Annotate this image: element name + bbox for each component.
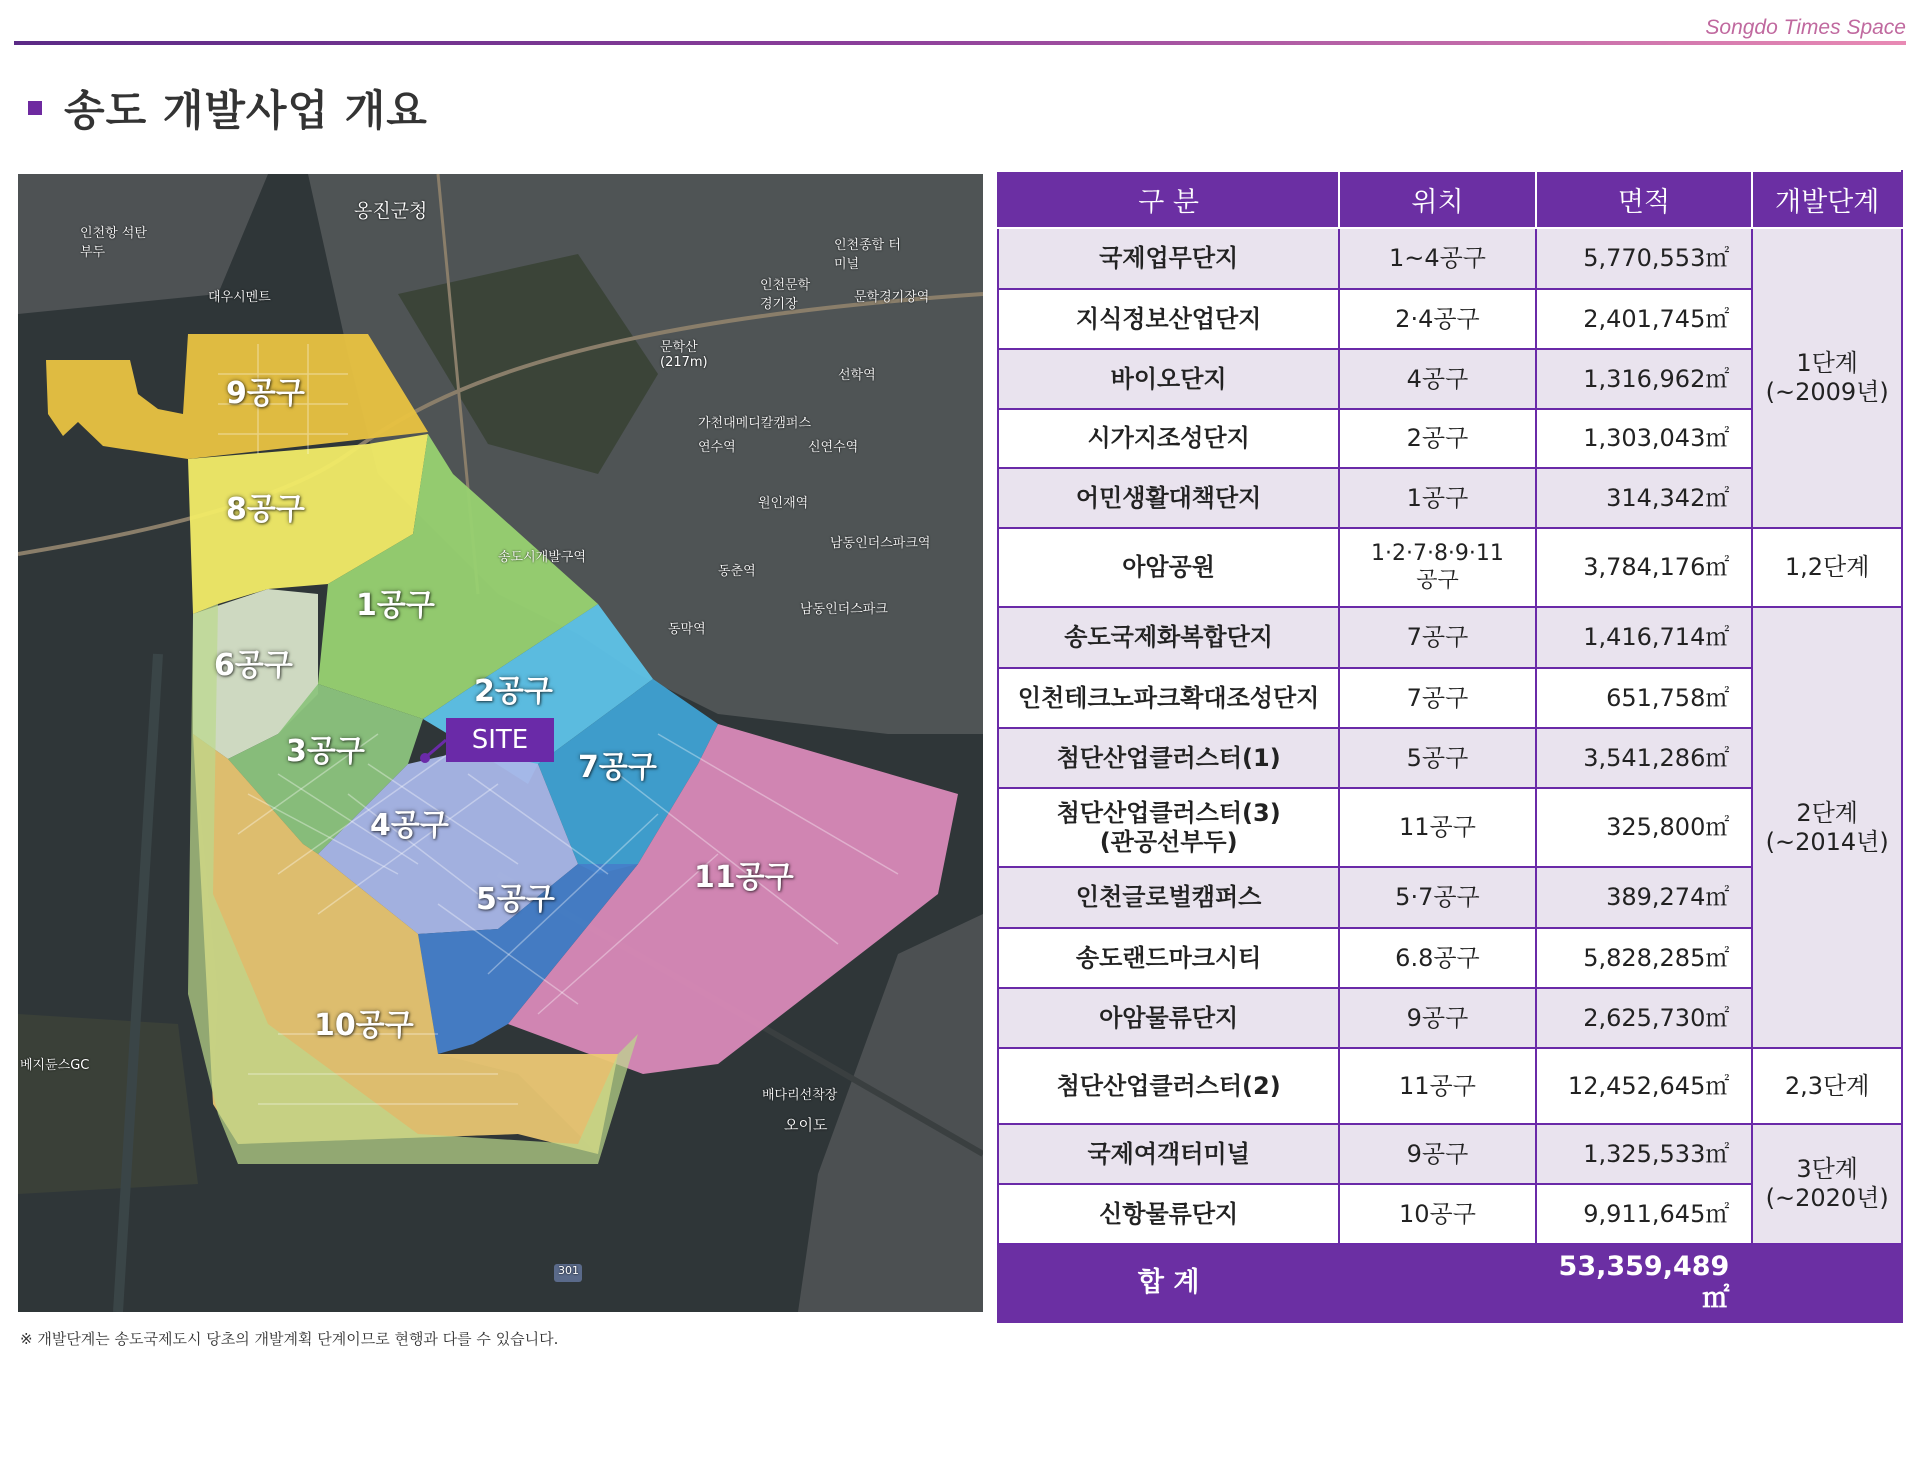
row-location: 5·7공구	[1339, 867, 1535, 928]
row-name: 국제업무단지	[998, 228, 1339, 289]
zone-label: 3공구	[286, 734, 365, 769]
row-name: 시가지조성단지	[998, 409, 1339, 468]
road-badge: 301	[558, 1264, 579, 1277]
place-label: 문학산 (217m)	[660, 340, 708, 370]
footnote: ※ 개발단계는 송도국제도시 당초의 개발계획 단계이므로 현행과 다를 수 있습니다.	[20, 1330, 559, 1348]
table-header-row	[998, 171, 1902, 228]
total-area: 53,359,489㎡	[1536, 1244, 1753, 1322]
row-location: 6.8공구	[1339, 928, 1535, 988]
row-name: 송도랜드마크시티	[998, 928, 1339, 988]
total-label: 합 계	[998, 1244, 1339, 1322]
row-location: 2공구	[1339, 409, 1535, 468]
row-name: 바이오단지	[998, 349, 1339, 409]
place-label: 가천대메디칼캠퍼스	[698, 416, 812, 431]
place-label: 남동인더스파크역	[830, 536, 931, 551]
row-name: 첨단산업클러스터(3) (관공선부두)	[998, 788, 1339, 867]
total-location-empty	[1339, 1244, 1535, 1322]
row-location: 2·4공구	[1339, 289, 1535, 349]
col-header-location: 위치	[1339, 171, 1535, 228]
row-area: 314,342㎡	[1536, 468, 1753, 528]
row-area: 2,625,730㎡	[1536, 988, 1753, 1048]
row-name: 송도국제화복합단지	[998, 607, 1339, 668]
place-label: 베지듄스GC	[20, 1058, 90, 1073]
row-area: 1,325,533㎡	[1536, 1124, 1753, 1184]
place-label: 오이도	[784, 1116, 828, 1134]
row-name: 어민생활대책단지	[998, 468, 1339, 528]
row-stage: 2,3단계	[1752, 1048, 1902, 1124]
page-title: 송도 개발사업 개요	[64, 86, 428, 135]
row-stage: 2단계 (~2014년)	[1752, 607, 1902, 1048]
row-area: 3,541,286㎡	[1536, 728, 1753, 788]
table-row	[998, 528, 1902, 607]
row-area: 3,784,176㎡	[1536, 528, 1753, 607]
zone-label: 5공구	[476, 882, 555, 917]
row-name: 첨단산업클러스터(1)	[998, 728, 1339, 788]
row-name: 인천테크노파크확대조성단지	[998, 668, 1339, 728]
place-label: 인천문학 경기장	[760, 278, 811, 312]
table-total-row	[998, 1244, 1902, 1322]
table-row	[998, 228, 1902, 289]
table-row	[998, 1124, 1902, 1184]
zone-label: 4공구	[370, 808, 449, 843]
table-row	[998, 1048, 1902, 1124]
row-area: 1,303,043㎡	[1536, 409, 1753, 468]
row-location: 9공구	[1339, 1124, 1535, 1184]
place-label: 동막역	[668, 622, 706, 637]
row-area: 5,828,285㎡	[1536, 928, 1753, 988]
row-area: 2,401,745㎡	[1536, 289, 1753, 349]
row-name: 국제여객터미널	[998, 1124, 1339, 1184]
place-label: 원인재역	[758, 496, 809, 511]
site-badge: SITE	[446, 718, 554, 762]
place-label: 대우시멘트	[208, 290, 271, 305]
row-location: 1·2·7·8·9·11 공구	[1339, 528, 1535, 607]
row-location: 4공구	[1339, 349, 1535, 409]
row-area: 325,800㎡	[1536, 788, 1753, 867]
row-area: 651,758㎡	[1536, 668, 1753, 728]
row-name: 아암공원	[998, 528, 1339, 607]
row-stage: 1,2단계	[1752, 528, 1902, 607]
row-location: 9공구	[1339, 988, 1535, 1048]
place-label: 남동인더스파크	[800, 602, 888, 617]
row-location: 1공구	[1339, 468, 1535, 528]
title-row	[28, 78, 428, 138]
row-location: 7공구	[1339, 668, 1535, 728]
place-label: 인천종합 터미널	[834, 238, 901, 272]
zone-label: 1공구	[356, 588, 435, 623]
row-area: 1,316,962㎡	[1536, 349, 1753, 409]
title-bullet-icon	[28, 101, 42, 115]
row-location: 10공구	[1339, 1184, 1535, 1244]
place-label: 옹진군청	[354, 200, 428, 222]
place-label: 선학역	[838, 368, 876, 383]
zone-label: 8공구	[226, 492, 305, 527]
zone-label: 7공구	[578, 750, 657, 785]
place-label: 신연수역	[808, 440, 859, 455]
place-label: 동춘역	[718, 564, 756, 579]
total-stage-empty	[1752, 1244, 1902, 1322]
row-name: 지식정보산업단지	[998, 289, 1339, 349]
table-row	[998, 607, 1902, 668]
row-name: 첨단산업클러스터(2)	[998, 1048, 1339, 1124]
row-area: 12,452,645㎡	[1536, 1048, 1753, 1124]
row-name: 신항물류단지	[998, 1184, 1339, 1244]
place-label: 배다리선착장	[762, 1088, 838, 1103]
zone-label: 10공구	[314, 1008, 414, 1043]
row-area: 5,770,553㎡	[1536, 228, 1753, 289]
row-location: 11공구	[1339, 788, 1535, 867]
row-area: 389,274㎡	[1536, 867, 1753, 928]
zone-label: 9공구	[226, 376, 305, 411]
row-name: 아암물류단지	[998, 988, 1339, 1048]
row-location: 5공구	[1339, 728, 1535, 788]
place-label: 송도시개발구역	[498, 550, 586, 565]
place-label: 인천항 석탄부두	[80, 226, 147, 260]
col-header-area: 면적	[1536, 171, 1753, 228]
zone-label: 2공구	[474, 674, 553, 709]
zone-label: 11공구	[694, 860, 794, 895]
place-label: 연수역	[698, 440, 736, 455]
place-label: 문학경기장역	[854, 290, 930, 305]
zone-label: 6공구	[214, 648, 293, 683]
row-name: 인천글로벌캠퍼스	[998, 867, 1339, 928]
row-stage: 3단계 (~2020년)	[1752, 1124, 1902, 1244]
row-stage: 1단계 (~2009년)	[1752, 228, 1902, 528]
brand-text: Songdo Times Space	[1705, 16, 1906, 39]
row-area: 1,416,714㎡	[1536, 607, 1753, 668]
header-divider	[14, 41, 1906, 45]
row-location: 7공구	[1339, 607, 1535, 668]
development-table	[997, 170, 1903, 1323]
row-location: 11공구	[1339, 1048, 1535, 1124]
col-header-stage: 개발단계	[1752, 171, 1902, 228]
row-area: 9,911,645㎡	[1536, 1184, 1753, 1244]
development-map	[18, 174, 983, 1312]
row-location: 1~4공구	[1339, 228, 1535, 289]
col-header-category: 구 분	[998, 171, 1339, 228]
